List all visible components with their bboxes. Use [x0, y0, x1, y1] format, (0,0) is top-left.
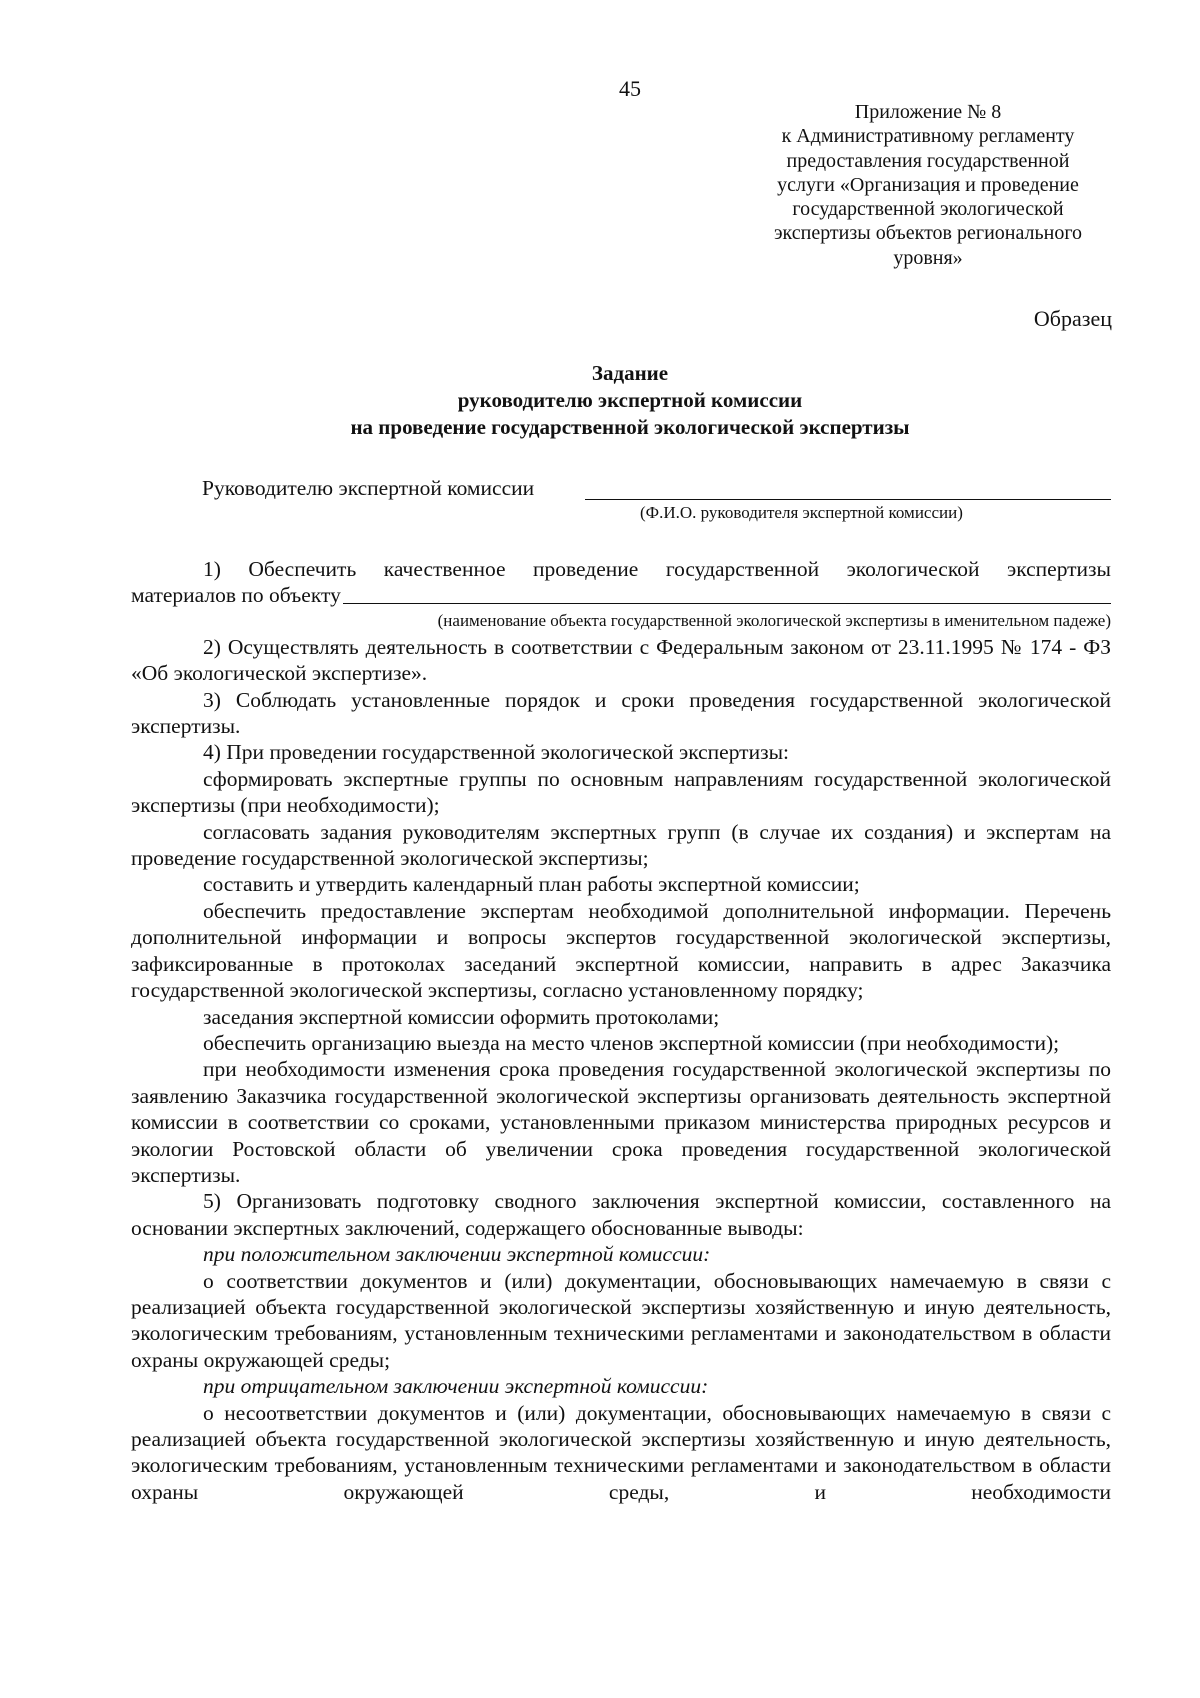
- item-4-sub: обеспечить предоставление экспертам необходимой дополнительной информации. Перечень дополнительной информации и вопросы экспертов государственной экологической экспертизы, зафиксированные в протоколах заседаний экспертной комиссии, направить в адрес Заказчика государственной экологической экспертизы, согласно установленному порядку;: [131, 898, 1111, 1003]
- head-field-label: Руководителю экспертной комиссии: [202, 476, 535, 500]
- document-title: [130, 360, 1130, 441]
- appendix-line: уровня»: [893, 246, 963, 269]
- appendix-line: Приложение № 8: [854, 101, 1002, 123]
- appendix-line: экспертизы объектов регионального: [773, 222, 1083, 245]
- appendix-line: услуги «Организация и проведение: [777, 173, 1079, 196]
- head-name-blank: [585, 499, 1111, 500]
- item-4-sub: при необходимости изменения срока проведения государственной экологической экспертизы по заявлению Заказчика государственной экологической экспертизы организовать деятельность экспертной комиссии в соответствии со сроками, установленными приказом министерства природных ресурсов и экологии Ростовской области об увеличении срока проведения государственной экологической экспертизы.: [131, 1057, 1111, 1187]
- positive-conclusion-heading: при положительном заключении экспертной комиссии:: [203, 1242, 711, 1267]
- item-1-line: 1) Обеспечить качественное проведение государственной экологической экспертизы: [203, 557, 1111, 581]
- head-field-caption: (Ф.И.О. руководителя экспертной комиссии): [640, 503, 963, 522]
- item-4-sub: сформировать экспертные группы по основным направлениям государственной экологической экспертизы (при необходимости);: [131, 766, 1111, 818]
- appendix-reference: [752, 100, 1104, 270]
- item-4: 4) При проведении государственной экологической экспертизы:: [203, 740, 789, 765]
- page-number: 45: [619, 76, 641, 101]
- sample-label: Образец: [1033, 306, 1112, 331]
- item-4-sub: составить и утвердить календарный план работы экспертной комиссии;: [203, 872, 860, 897]
- item-4-sub: обеспечить организацию выезда на место членов экспертной комиссии (при необходимости);: [203, 1030, 1060, 1055]
- item-2: 2) Осуществлять деятельность в соответствии с Федеральным законом от 23.11.1995 № 174 - ФЗ «Об экологической экспертизе».: [131, 634, 1111, 686]
- negative-conclusion-text: о несоответствии документов и (или) документации, обосновывающих намечаемую в связи с реализацией объекта государственной экологической экспертизы хозяйственную и иную деятельность, экологическим требованиям, установленным техническими регламентами и законодательством в области охраны окружающей среды, и необходимости: [131, 1400, 1111, 1504]
- negative-conclusion-heading: при отрицательном заключении экспертной комиссии:: [203, 1374, 709, 1399]
- document-body: [131, 556, 1111, 1505]
- item-4-sub: согласовать задания руководителям экспертных групп (в случае их создания) и экспертам на проведение государственной экологической экспертизы;: [131, 819, 1111, 871]
- title-line: на проведение государственной экологической экспертизы: [350, 415, 910, 439]
- item-4-sub: заседания экспертной комиссии оформить протоколами;: [203, 1004, 720, 1029]
- object-field-row: [131, 582, 1111, 608]
- appendix-line: государственной экологической: [792, 198, 1064, 221]
- object-field-label: материалов по объекту: [131, 583, 341, 608]
- title-line: руководителю экспертной комиссии: [457, 388, 803, 412]
- object-field-caption: (наименование объекта государственной экологической экспертизы в именительном падеже): [437, 610, 1111, 630]
- positive-conclusion-text: о соответствии документов и (или) документации, обосновывающих намечаемую в связи с реализацией объекта государственной экологической экспертизы хозяйственную и иную деятельность, экологическим требованиям, установленным техническими регламентами и законодательством в области охраны окружающей среды;: [131, 1268, 1111, 1372]
- title-line: Задание: [591, 361, 669, 385]
- item-3: 3) Соблюдать установленные порядок и сроки проведения государственной экологической экспертизы.: [131, 687, 1111, 739]
- object-name-blank: [343, 602, 1111, 604]
- appendix-line: предоставления государственной: [786, 149, 1070, 172]
- appendix-line: к Административному регламенту: [781, 125, 1075, 148]
- item-5: 5) Организовать подготовку сводного заключения экспертной комиссии, составленного на основании экспертных заключений, содержащего обоснованные выводы:: [131, 1189, 1111, 1240]
